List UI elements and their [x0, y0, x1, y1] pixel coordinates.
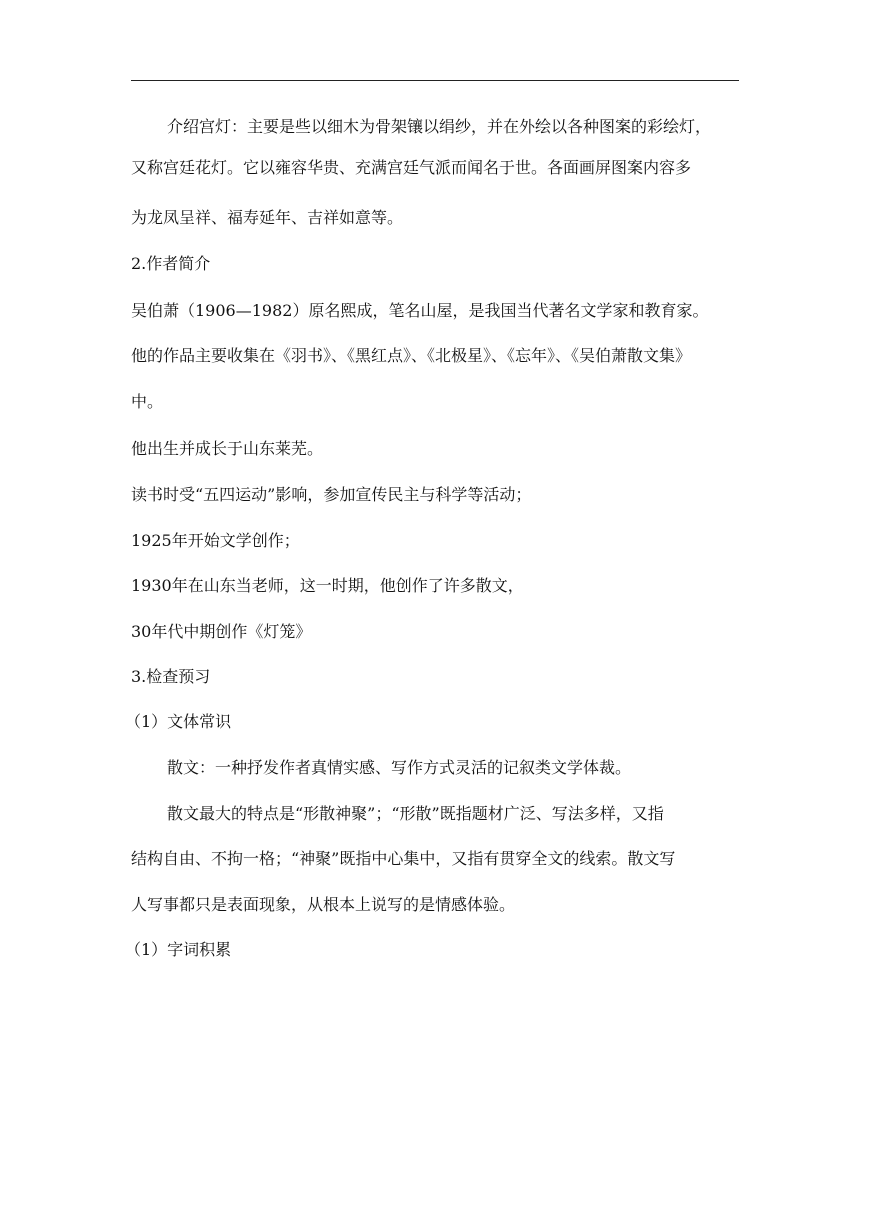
- paragraph-line: 读书时受“五四运动”影响，参加宣传民主与科学等活动；: [131, 485, 532, 504]
- paragraph-line: 他的作品主要收集在《羽书》、《黑红点》、《北极星》、《忘年》、《吴伯萧散文集》: [131, 346, 692, 365]
- header-rule: [131, 80, 739, 81]
- paragraph-line: 为龙凤呈祥、福寿延年、吉祥如意等。: [131, 208, 404, 227]
- subsection-heading: （1）字词积累: [125, 940, 232, 959]
- paragraph-line: 他出生并成长于山东莱芜。: [131, 439, 324, 458]
- paragraph-line: 散文：一种抒发作者真情实感、写作方式灵活的记叙类文学体裁。: [167, 758, 632, 777]
- paragraph-line: 中。: [131, 392, 164, 411]
- paragraph-line: 吴伯萧（1906—1982）原名熙成，笔名山屋，是我国当代著名文学家和教育家。: [131, 301, 709, 320]
- paragraph-line: 1925年开始文学创作；: [131, 531, 300, 550]
- subsection-heading: （1）文体常识: [125, 712, 232, 731]
- section-heading: 2.作者简介: [131, 254, 211, 273]
- paragraph-line: 散文最大的特点是“形散神聚”；“形散”既指题材广泛、写法多样，又指: [167, 804, 664, 823]
- paragraph-line: 人写事都只是表面现象，从根本上说写的是情感体验。: [131, 895, 516, 914]
- paragraph-line: 1930年在山东当老师，这一时期，他创作了许多散文，: [131, 576, 524, 595]
- paragraph-line: 30年代中期创作《灯笼》: [131, 622, 312, 641]
- paragraph-line: 结构自由、不拘一格；“神聚”既指中心集中，又指有贯穿全文的线索。散文写: [131, 849, 676, 868]
- paragraph-line: 介绍宫灯：主要是些以细木为骨架镶以绢纱，并在外绘以各种图案的彩绘灯，: [167, 117, 712, 136]
- section-heading: 3.检查预习: [131, 667, 211, 686]
- paragraph-line: 又称宫廷花灯。它以雍容华贵、充满宫廷气派而闻名于世。各面画屏图案内容多: [131, 158, 692, 177]
